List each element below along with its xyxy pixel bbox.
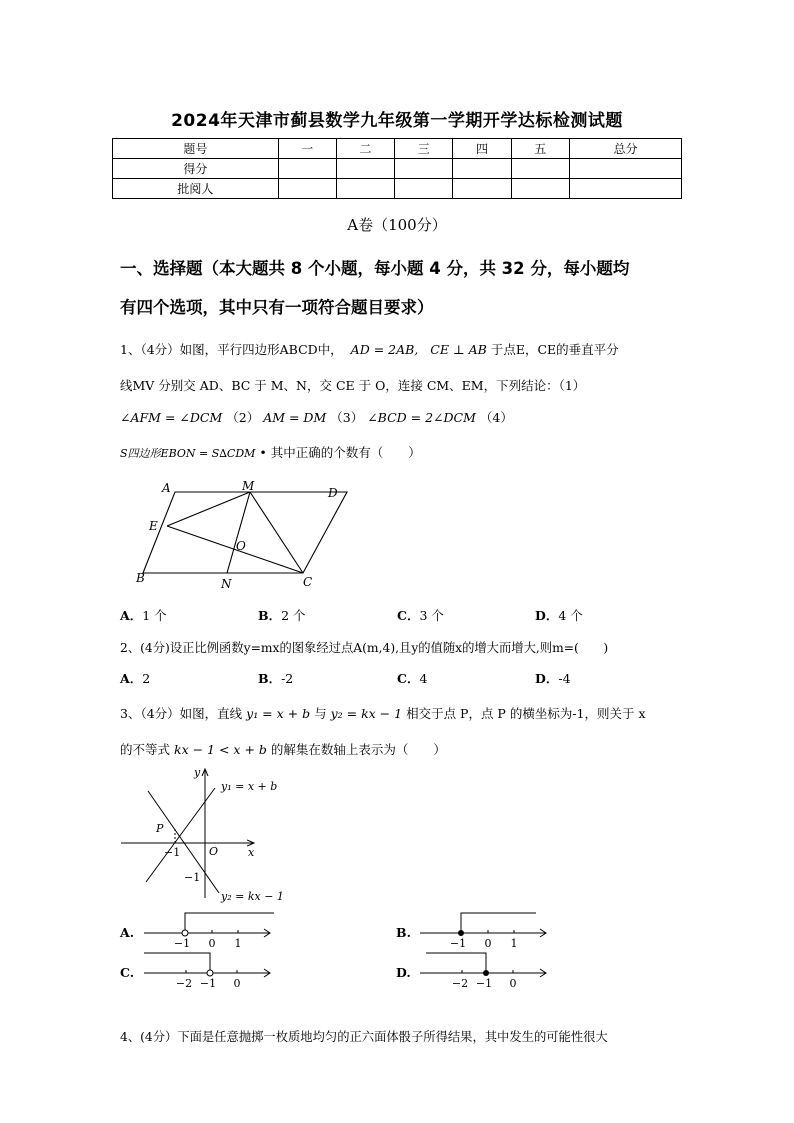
score-table <box>112 138 682 199</box>
table-cell: 得分 <box>113 159 279 179</box>
table-cell <box>336 159 394 179</box>
table-cell: 三 <box>395 139 453 159</box>
label-a: A <box>162 481 171 495</box>
svg-text:0: 0 <box>509 977 517 990</box>
line2-label: y₂ = kx − 1 <box>221 890 284 903</box>
parallelogram-abcd <box>143 492 347 573</box>
q3-line1 <box>120 704 646 722</box>
label-d: D <box>328 486 338 500</box>
q1-conclusion1: ∠AFM = ∠DCM <box>120 410 223 425</box>
table-row <box>113 179 682 199</box>
q3-option-a-numberline[interactable] <box>142 908 277 950</box>
table-cell <box>395 159 453 179</box>
q1-option-d[interactable]: D．4 个 <box>535 608 583 623</box>
q2-text: 2、(4分)设正比例函数y=mx的图象经过点A(m,4),且y的值随x的增大而增大,则m=( ) <box>120 641 609 655</box>
q3-option-b-numberline[interactable] <box>418 908 553 950</box>
q3-y1: y₁ = x + b <box>246 706 311 721</box>
q1-line4-tail: • 其中正确的个数有（ ） <box>259 445 421 460</box>
section-a-heading: A卷（100分） <box>347 216 447 234</box>
q1-c2-label: （2） <box>226 410 260 425</box>
q1-eq2: CE ⊥ AB <box>430 342 487 357</box>
segment-mc <box>250 492 303 573</box>
table-row <box>113 159 682 179</box>
q3-line1-c: 相交于点 P，点 P 的横坐标为-1，则关于 x <box>406 706 646 721</box>
q1-parallelogram-figure <box>130 480 360 590</box>
label-e: E <box>149 519 158 533</box>
svg-text:−1: −1 <box>173 937 191 950</box>
q1-after-eq: 于点E，CE的垂直平分 <box>490 342 619 357</box>
table-cell <box>569 179 681 199</box>
table-cell: 批阅人 <box>113 179 279 199</box>
q1-option-b[interactable]: B．2 个 <box>258 608 306 623</box>
svg-text:0: 0 <box>208 937 216 950</box>
label-m: M <box>242 480 255 493</box>
svg-text:0: 0 <box>233 977 241 990</box>
label-c: C <box>303 575 313 589</box>
q3-inequality: kx − 1 < x + b <box>174 742 267 757</box>
q3-option-c-numberline[interactable] <box>142 948 277 990</box>
origin-label: O <box>209 845 219 858</box>
table-cell <box>336 179 394 199</box>
table-cell <box>278 179 336 199</box>
q2-option-c[interactable]: C．4 <box>397 671 428 686</box>
closed-dot <box>458 930 464 936</box>
svg-text:1: 1 <box>510 937 518 950</box>
q1-line2: 线MV 分别交 AD、BC 于 M、N，交 CE 于 O，连接 CM、EM，下列结论：（1） <box>120 378 586 393</box>
table-cell <box>511 179 569 199</box>
segment-em <box>167 492 250 526</box>
q1-line4 <box>120 443 421 461</box>
q2-option-b[interactable]: B．-2 <box>258 671 294 686</box>
table-cell: 一 <box>278 139 336 159</box>
q1-c4-label: （4） <box>479 410 513 425</box>
svg-text:−1: −1 <box>199 977 217 990</box>
q1-c3-label: （3） <box>330 410 364 425</box>
q1-prefix: 1、（4分）如图，平行四边形ABCD中， <box>120 342 343 357</box>
table-cell <box>278 159 336 179</box>
open-dot <box>207 970 213 976</box>
part1-heading-line1: 一、选择题（本大题共 8 个小题，每小题 4 分，共 32 分，每小题均 <box>120 259 630 278</box>
table-cell: 五 <box>511 139 569 159</box>
q4-text: 4、(4分）下面是任意抛掷一枚质地均匀的正六面体骰子所得结果，其中发生的可能性很大 <box>120 1030 608 1044</box>
closed-dot <box>483 970 489 976</box>
line1-label: y₁ = x + b <box>221 780 278 793</box>
x-axis-label: x <box>248 846 255 859</box>
table-cell <box>453 179 511 199</box>
q3-option-b-letter[interactable]: B. <box>396 925 411 940</box>
svg-text:1: 1 <box>234 937 242 950</box>
svg-text:−1: −1 <box>475 977 493 990</box>
table-cell <box>453 159 511 179</box>
q3-line1-a: 3、（4分）如图，直线 <box>120 706 243 721</box>
q3-line2 <box>120 740 446 758</box>
label-b: B <box>136 571 145 585</box>
y-axis-label: y <box>194 766 201 779</box>
q2-option-a[interactable]: A．2 <box>120 671 151 686</box>
part1-heading-line2: 有四个选项，其中只有一项符合题目要求） <box>120 298 434 317</box>
q1-line3 <box>120 408 513 426</box>
segment-mn <box>227 492 250 573</box>
q3-line2-b: 的解集在数轴上表示为（ ） <box>270 742 446 757</box>
q3-y2: y₂ = kx − 1 <box>330 706 403 721</box>
segment-ec <box>167 526 303 573</box>
q3-option-d-numberline[interactable] <box>418 948 553 990</box>
table-cell <box>569 159 681 179</box>
q3-option-a-letter[interactable]: A. <box>120 925 135 940</box>
q3-line1-b: 与 <box>314 706 327 721</box>
table-cell <box>511 159 569 179</box>
q1-option-a[interactable]: A．1 个 <box>120 608 167 623</box>
open-dot <box>182 930 188 936</box>
svg-text:0: 0 <box>484 937 492 950</box>
y-neg1-label: −1 <box>184 871 201 884</box>
point-p-label: P <box>156 822 164 835</box>
table-cell: 四 <box>453 139 511 159</box>
q1-conclusion3: ∠BCD = 2∠DCM <box>367 410 476 425</box>
svg-text:−2: −2 <box>451 977 469 990</box>
q3-line2-a: 的不等式 <box>120 742 171 757</box>
q1-line1 <box>120 340 619 358</box>
q1-conclusion4: S四边形EBON = S∆CDM <box>120 447 256 460</box>
table-cell <box>395 179 453 199</box>
table-cell: 总分 <box>569 139 681 159</box>
svg-text:−1: −1 <box>449 937 467 950</box>
label-o: O <box>236 539 246 553</box>
table-cell: 二 <box>336 139 394 159</box>
svg-text:−2: −2 <box>175 977 193 990</box>
q1-conclusion2: AM = DM <box>263 410 327 425</box>
q3-option-d-letter[interactable]: D. <box>396 965 411 980</box>
q1-option-c[interactable]: C．3 个 <box>397 608 444 623</box>
page-title: 2024年天津市蓟县数学九年级第一学期开学达标检测试题 <box>171 111 623 131</box>
table-cell: 题号 <box>113 139 279 159</box>
q3-graph <box>118 765 288 905</box>
label-n: N <box>221 577 232 590</box>
q3-option-c-letter[interactable]: C. <box>120 965 135 980</box>
x-neg1-label: −1 <box>164 846 181 859</box>
table-header-row <box>113 139 682 159</box>
q2-option-d[interactable]: D．-4 <box>535 671 571 686</box>
q1-eq1: AD = 2AB, <box>350 342 419 357</box>
